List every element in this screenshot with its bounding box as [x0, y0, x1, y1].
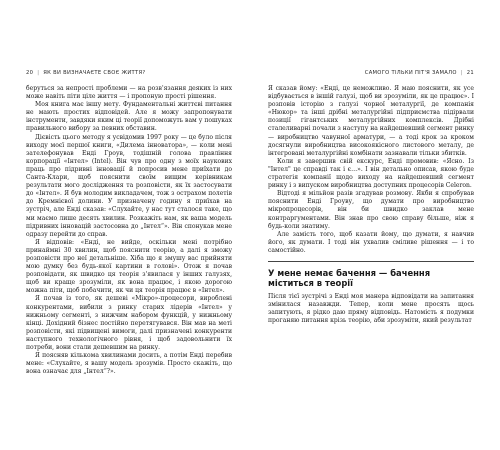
right-page [250, 0, 500, 450]
right-running-title: САМОГО ТІЛЬКИ ПІТ'Я ЗАМАЛО [364, 70, 457, 76]
right-running-head [365, 70, 474, 76]
header-separator: | [37, 70, 40, 76]
left-page-number: 20 [26, 70, 34, 76]
paragraph: Після тієї зустрічі з Енді моя манера відповідати на запитання змінилася назавжди. Тепер, коли мене просять щось запитують, я рідко даю пряму відповідь. Натомість я подумки проганяю питання крізь теорію, аби зрозуміти, який результат [268, 292, 474, 325]
left-body-text [26, 85, 232, 376]
paragraph: Я сказав йому: «Енді, це неможливо. Я маю пояснити, як усе відбувається в іншій галузі, щоб ви зрозуміли, як це працює». І розповів історію з галузі чорної металургії, де компанія «Нюкор» та інші дрібні металургійні підприємства підірвали позиції гігантських металургійних комплексів. Дрібні сталеливарні почали з наступу на найдешевший сегмент ринку — виробництво чавунної арматури, — а тоді крок за кроком досягнули виробництва високоякісного листового металу, де інтегровані металургійні комбінати зазнавали тільки збитків. [268, 85, 474, 157]
left-running-title: ЯК ВИ ВИЗНАЧАЄТЕ СВОЄ ЖИТТЯ? [43, 70, 146, 76]
left-running-head [26, 70, 145, 76]
section-heading: У мене немає бачення — бачення міститься в теорії [268, 267, 431, 288]
paragraph: Я відповів: «Енді, не вийде, оскільки мені потрібно принаймні 30 хвилин, щоб пояснити теорію, а далі я зможу розповісти про неї детальніше. Хіба що я змушу вас прийняти мою думку без будь-якої картини в голові». Отож я почав розповідати, як швидко ця теорія з'явилася у інших галузях, щоб ви краще зрозуміли, як вона працює, і якою дорогою можна піти, щоб побачити, як чи ця теорія працює в «Інтел». [26, 238, 232, 295]
paragraph: Коли я завершив свій екскурс, Енді промовив: «Ясно. Із "Інтел" це справді так і є…». І він детально описав, якою буде стратегія компанії щодо виходу на найдешевший сегмент ринку і з випуском виробництва доступних процесорів Celeron. [268, 157, 474, 190]
paragraph: Я почав із того, як дешеві «Мікро»-процесори, вироблені конкурентами, вибили з ринку старих лідерів «Інтел» у нижньому сегменті, з нижчим набором функцій, у нижньому кінці. Дохідний бізнес постійно перетягувався. Він мав на меті розповісти, які підвищені вимоги, далі призначені конкуренти наступного технологічного рівня, і щоб задовольнити їх потреби, вони стали дешевшим на ринку. [26, 295, 232, 351]
right-body-text [268, 85, 474, 325]
paragraph: Але замість того, щоб казати йому, що думати, я навчив його, як думати. І тоді він ухвалив сміливе рішення — і то самостійно. [268, 230, 474, 254]
paragraph: Я поясняв кількома хвилинами досить, а потім Енді перебив мене: «Слухайте, я вашу модель зрозумів. Просто скажіть, що вона означає для „Інтел“?». [26, 352, 232, 376]
right-page-number: 21 [466, 70, 474, 76]
section-divider [268, 261, 474, 262]
paragraph: Дієвість цього методу я усвідомив 1997 року — це було після виходу моєї першої книги, «Дилема інноватора», — коли мені зателефонував Енді Гроув, тодішній голова правління корпорації «Інтел» (Intel). Він чув про одну з моїх наукових праць про підривні інновації й попросив мене приїхати до Санта-Клари, щоб пояснити своїм вищим керівникам результати мого дослідження та розповісти, як їх застосувати до «Інтел». Я був молодим викладачем, тож з острахом полетів до Кремнієвої долини. У призначену годину я приїхав на зустріч, але Енді сказав: «Слухайте, у нас тут сталося таке, що ми маємо лише десять хвилин. Розкажіть нам, як ваша модель підривних інновацій застосовна до „Інтел“». Він спонукав мене одразу перейти до справ. [26, 133, 232, 238]
paragraph: Відтоді я мільйон разів згадував розмову. Якби я спробував пояснити Енді Гроуву, що думати про виробництво мікропроцесорів, він би швидко заклав мене контраргументами. Він знав про свою справу більше, ніж я будь-коли знатиму. [268, 190, 474, 230]
paragraph: беруться за непрості проблеми — на розв'язання деяких із них може навіть піти ціле життя — і пропоную прості рішення. [26, 85, 232, 101]
header-separator: | [460, 70, 463, 76]
paragraph: Моя книга має іншу мету. Фундаментальні життєві питання не мають простих відповідей. Але я можу запропонувати інструменти, завдяки яким ці теорії допоможуть вам у пошуках правильного вибору за певних обставин. [26, 101, 232, 133]
